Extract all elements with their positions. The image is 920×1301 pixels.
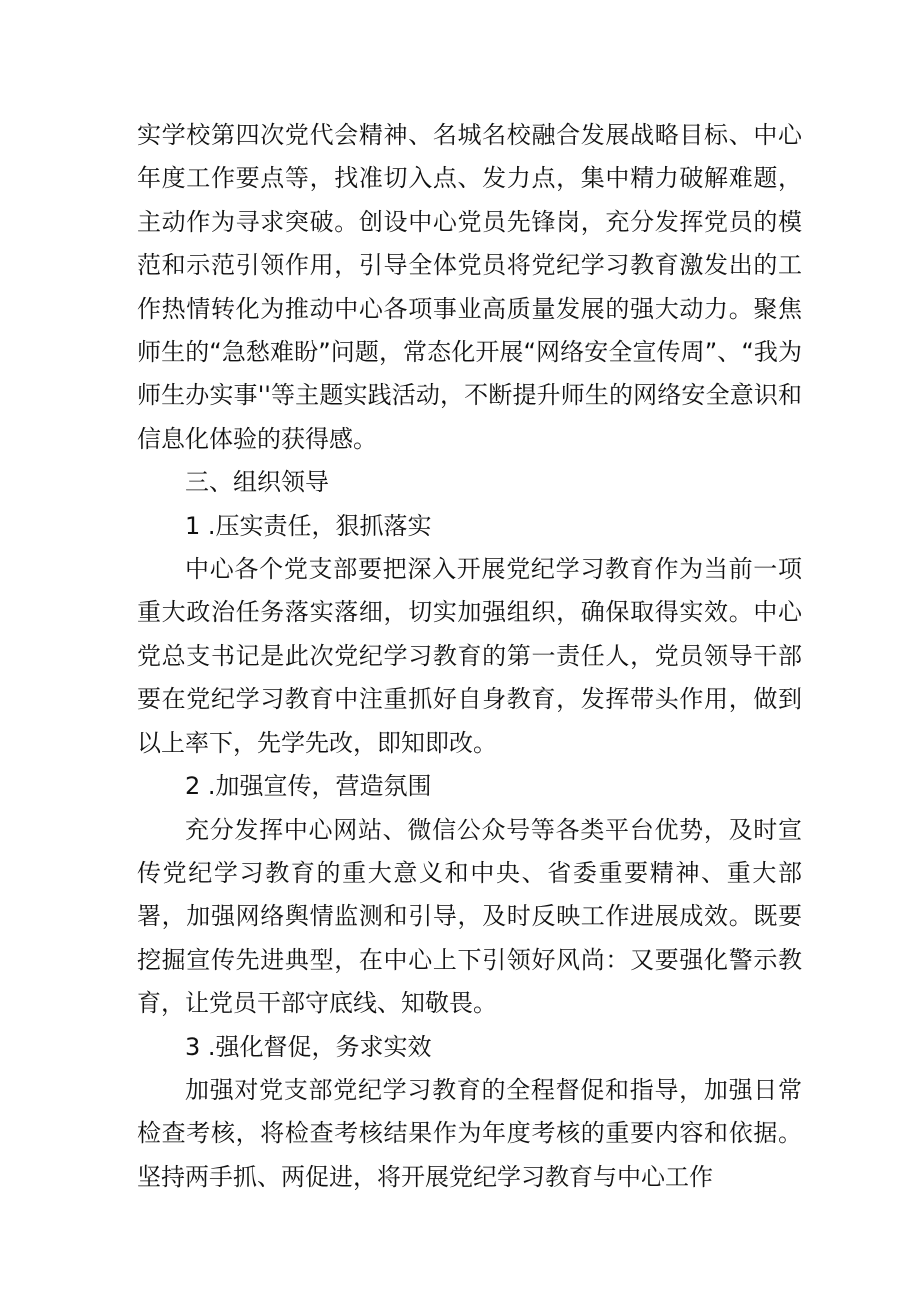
paragraph-responsibility: 中心各个党支部要把深入开展党纪学习教育作为当前一项重大政治任务落实落细，切实加强组织，确保取得实效。中心党总支书记是此次党纪学习教育的第一责任人，党员领导干部要在党纪学习教育中注重抓好自身教育，发挥带头作用，做到以上率下，先学先改，即知即改。 [137,555,802,757]
document-body [137,114,802,1199]
subheading-responsibility: 1 .压实责任，狠抓落实 [185,511,432,540]
paragraph-supervision: 加强对党支部党纪学习教育的全程督促和指导，加强日常检查考核，将检查考核结果作为年度考核的重要内容和依据。坚持两手抓、两促进，将开展党纪学习教育与中心工作 [137,1075,802,1191]
paragraph-publicity: 充分发挥中心网站、微信公众号等各类平台优势，及时宣传党纪学习教育的重大意义和中央、省委重要精神、重大部署，加强网络舆情监测和引导，及时反映工作进展成效。既要挖掘宣传先进典型，在中心上下引领好风尚：又要强化警示教育，让党员干部守底线、知敬畏。 [137,815,802,1018]
subheading-publicity: 2 .加强宣传，营造氛围 [185,772,432,801]
section-heading-organization: 三、组织领导 [185,468,329,497]
subheading-supervision: 3 .强化督促，务求实效 [185,1032,432,1061]
continuation-paragraph: 实学校第四次党代会精神、名城名校融合发展战略目标、中心年度工作要点等，找准切入点、发力点，集中精力破解难题，主动作为寻求突破。创设中心党员先锋岗，充分发挥党员的模范和示范引领作用，引导全体党员将党纪学习教育激发出的工作热情转化为推动中心各项事业高质量发展的强大动力。聚焦师生的“急愁难盼”问题，常态化开展“网络安全宣传周”、“我为师生办实事''等主题实践活动，不断提升师生的网络安全意识和信息化体验的获得感。 [137,121,802,453]
